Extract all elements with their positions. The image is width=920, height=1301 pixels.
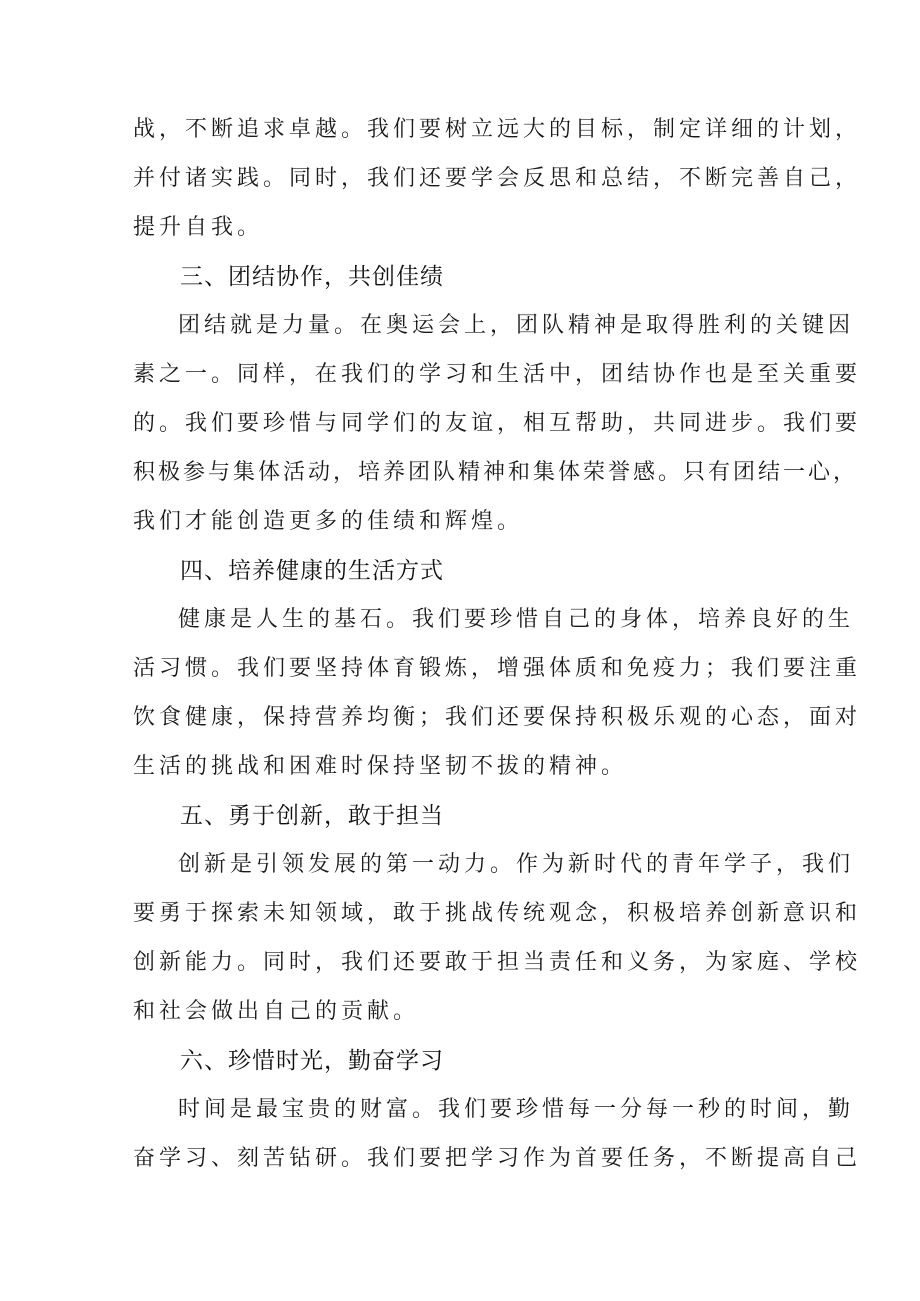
paragraph-line: 和社会做出自己的贡献。 (133, 999, 420, 1024)
paragraph-line: 创新能力。同时，我们还要敢于担当责任和义务，为家庭、学校 (133, 950, 862, 975)
section-heading-3: 三、团结协作，共创佳绩 (180, 264, 444, 290)
section-heading-4: 四、培养健康的生活方式 (180, 558, 444, 584)
section-heading-5: 五、勇于创新，敢于担当 (180, 803, 444, 829)
paragraph-line: 健康是人生的基石。我们要珍惜自己的身体，培养良好的生 (178, 607, 855, 632)
paragraph-line: 并付诸实践。同时，我们还要学会反思和总结，不断完善自己， (133, 166, 862, 191)
paragraph-line: 活习惯。我们要坚持体育锻炼，增强体质和免疫力；我们要注重 (133, 656, 862, 681)
paragraph-line: 创新是引领发展的第一动力。作为新时代的青年学子，我们 (178, 852, 855, 877)
paragraph-line: 提升自我。 (133, 215, 264, 240)
paragraph-line: 生活的挑战和困难时保持坚韧不拔的精神。 (133, 754, 628, 779)
paragraph-line: 我们才能创造更多的佳绩和辉煌。 (133, 509, 524, 534)
paragraph-line: 团结就是力量。在奥运会上，团队精神是取得胜利的关键因 (178, 313, 855, 338)
paragraph-line: 的。我们要珍惜与同学们的友谊，相互帮助，共同进步。我们要 (133, 411, 862, 436)
paragraph-line: 素之一。同样，在我们的学习和生活中，团结协作也是至关重要 (133, 362, 862, 387)
paragraph-line: 时间是最宝贵的财富。我们要珍惜每一分每一秒的时间，勤 (178, 1097, 855, 1122)
paragraph-line: 积极参与集体活动，培养团队精神和集体荣誉感。只有团结一心， (133, 460, 859, 485)
paragraph-line: 战，不断追求卓越。我们要树立远大的目标，制定详细的计划， (133, 117, 862, 142)
paragraph-line: 奋学习、刻苦钻研。我们要把学习作为首要任务，不断提高自己 (133, 1146, 862, 1171)
paragraph-line: 要勇于探索未知领域，敢于挑战传统观念，积极培养创新意识和 (133, 901, 862, 926)
paragraph-line: 饮食健康，保持营养均衡；我们还要保持积极乐观的心态，面对 (133, 705, 862, 730)
section-heading-6: 六、珍惜时光，勤奋学习 (180, 1048, 444, 1074)
